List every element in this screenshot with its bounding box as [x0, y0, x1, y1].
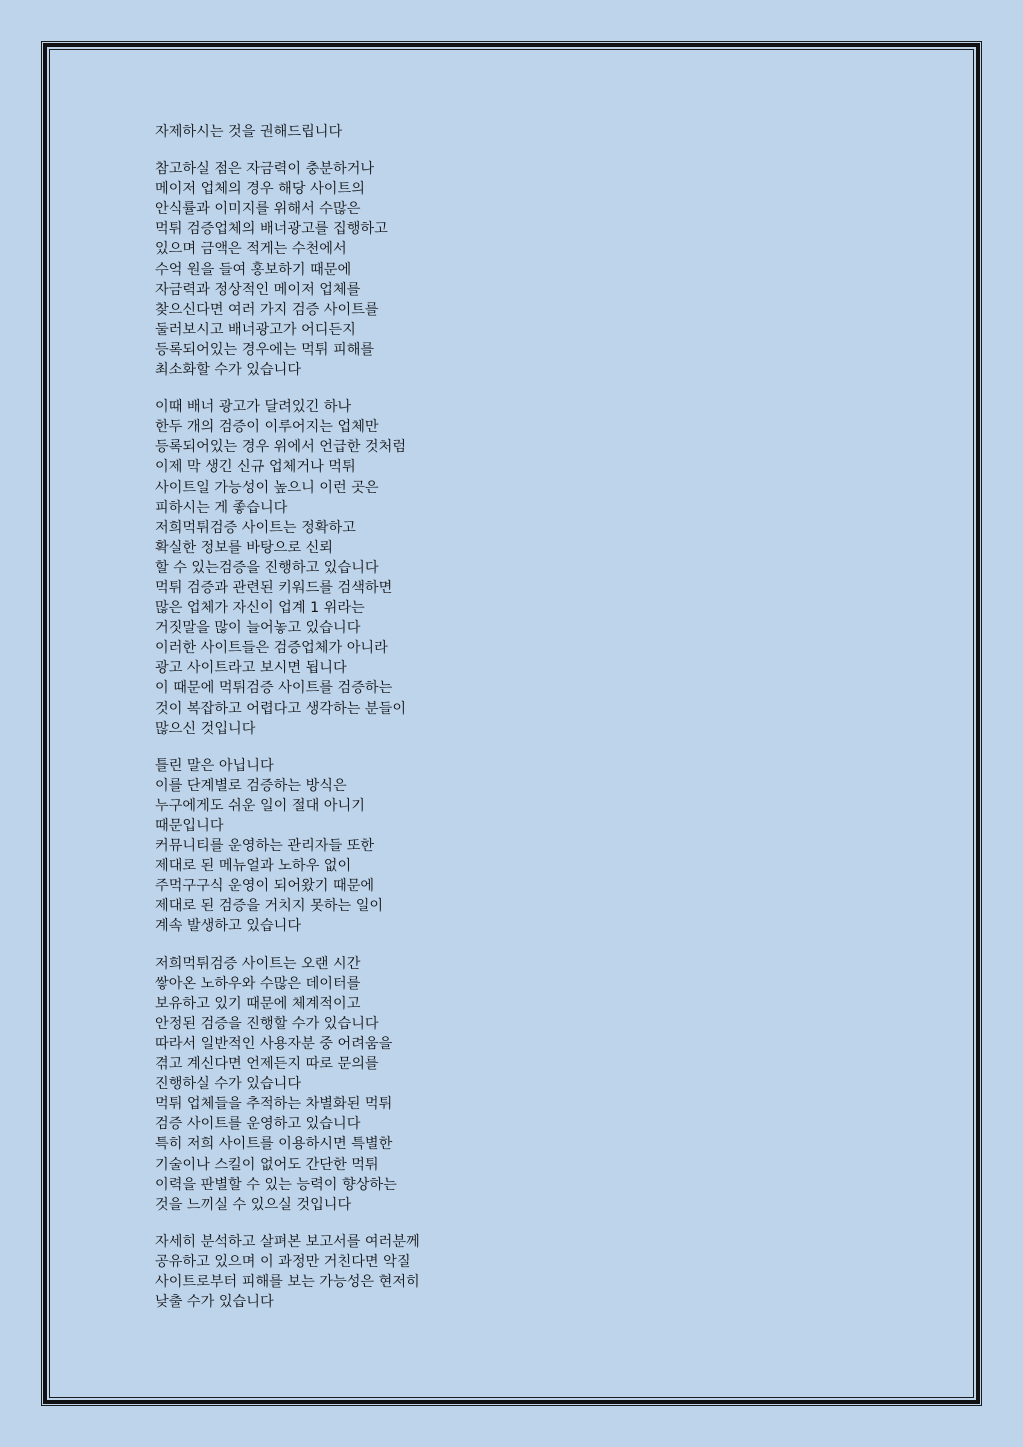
text-line: 찾으신다면 여러 가지 검증 사이트를: [155, 301, 379, 318]
text-line: 수억 원을 들여 홍보하기 때문에: [155, 261, 352, 278]
document-body: [155, 122, 575, 1329]
text-line: 때문입니다: [155, 818, 224, 834]
text-line: 공유하고 있으며 이 과정만 거친다면 악질: [155, 1253, 411, 1270]
text-line: 사이트일 가능성이 높으니 이런 곳은: [155, 479, 379, 496]
text-line: 참고하실 점은 자금력이 충분하거나: [155, 161, 375, 178]
text-line: 자금력과 정상적인 메이저 업체를: [155, 281, 361, 298]
text-line: 이러한 사이트들은 검증업체가 아니라: [155, 640, 388, 657]
text-line: 기술이나 스킬이 없어도 간단한 먹튀: [155, 1156, 379, 1173]
paragraph: [155, 159, 575, 380]
text-line: 이때 배너 광고가 달려있긴 하나: [155, 399, 352, 416]
text-line: 겪고 계신다면 언제든지 따로 문의를: [155, 1056, 379, 1073]
text-line: 검증 사이트를 운영하고 있습니다: [155, 1116, 361, 1133]
text-line: 누구에게도 쉬운 일이 절대 아니기: [155, 797, 365, 814]
text-line: 많으신 것입니다: [155, 720, 256, 737]
text-line: 주먹구구식 운영이 되어왔기 때문에: [155, 878, 375, 895]
text-line: 한두 개의 검증이 이루어지는 업체만: [155, 419, 379, 436]
paragraph: [155, 397, 575, 739]
text-line: 제대로 된 메뉴얼과 노하우 없이: [155, 858, 352, 875]
text-line: 따라서 일반적인 사용자분 중 어려움을: [155, 1035, 393, 1052]
text-line: 등록되어있는 경우에는 먹튀 피해를: [155, 341, 375, 358]
text-line: 저희먹튀검증 사이트는 오랜 시간: [155, 955, 361, 972]
text-line: 둘러보시고 배너광고가 어디든지: [155, 321, 356, 338]
text-line: 메이저 업체의 경우 해당 사이트의: [155, 181, 365, 198]
text-line: 쌓아온 노하우와 수많은 데이터를: [155, 975, 361, 992]
text-line: 있으며 금액은 적게는 수천에서: [155, 241, 347, 258]
text-line: 먹튀 검증과 관련된 키워드를 검색하면: [155, 579, 393, 596]
paragraph: [155, 122, 575, 142]
text-line: 진행하실 수가 있습니다: [155, 1076, 302, 1093]
text-line: 틀린 말은 아닙니다: [155, 757, 274, 774]
text-line: 많은 업체가 자신이 업계 1 위라는: [155, 600, 365, 617]
text-line: 이제 막 생긴 신규 업체거나 먹튀: [155, 459, 356, 476]
text-line: 먹튀 업체들을 추적하는 차별화된 먹튀: [155, 1096, 393, 1113]
text-line: 이 때문에 먹튀검증 사이트를 검증하는: [155, 680, 393, 697]
text-line: 이를 단계별로 검증하는 방식은: [155, 777, 347, 794]
text-line: 피하시는 게 좋습니다: [155, 499, 288, 516]
text-line: 확실한 정보를 바탕으로 신뢰: [155, 539, 333, 556]
text-line: 자세히 분석하고 살펴본 보고서를 여러분께: [155, 1233, 420, 1250]
text-line: 안식률과 이미지를 위해서 수많은: [155, 201, 361, 218]
text-line: 제대로 된 검증을 거치지 못하는 일이: [155, 898, 384, 915]
paragraph: [155, 1232, 575, 1312]
text-line: 안정된 검증을 진행할 수가 있습니다: [155, 1015, 379, 1032]
text-line: 등록되어있는 경우 위에서 언급한 것처럼: [155, 439, 407, 456]
text-line: 먹튀 검증업체의 배너광고를 집행하고: [155, 221, 388, 238]
paragraph: [155, 954, 575, 1215]
text-line: 광고 사이트라고 보시면 됩니다: [155, 660, 347, 677]
paragraph: [155, 756, 575, 937]
text-line: 것이 복잡하고 어렵다고 생각하는 분들이: [155, 700, 407, 717]
text-line: 최소화할 수가 있습니다: [155, 362, 302, 379]
text-line: 낮출 수가 있습니다: [155, 1294, 274, 1311]
text-line: 사이트로부터 피해를 보는 가능성은 현저히: [155, 1273, 420, 1290]
text-line: 것을 느끼실 수 있으실 것입니다: [155, 1196, 352, 1213]
text-line: 이력을 판별할 수 있는 능력이 향상하는: [155, 1176, 397, 1193]
text-line: 커뮤니티를 운영하는 관리자들 또한: [155, 838, 375, 855]
text-line: 거짓말을 많이 늘어놓고 있습니다: [155, 620, 361, 637]
text-line: 할 수 있는검증을 진행하고 있습니다: [155, 559, 379, 576]
text-line: 보유하고 있기 때문에 체계적이고: [155, 995, 361, 1012]
text-line: 특히 저희 사이트를 이용하시면 특별한: [155, 1136, 393, 1153]
text-line: 저희먹튀검증 사이트는 정확하고: [155, 519, 356, 536]
text-line: 계속 발생하고 있습니다: [155, 918, 302, 935]
text-line: 자제하시는 것을 권해드립니다: [155, 124, 343, 140]
